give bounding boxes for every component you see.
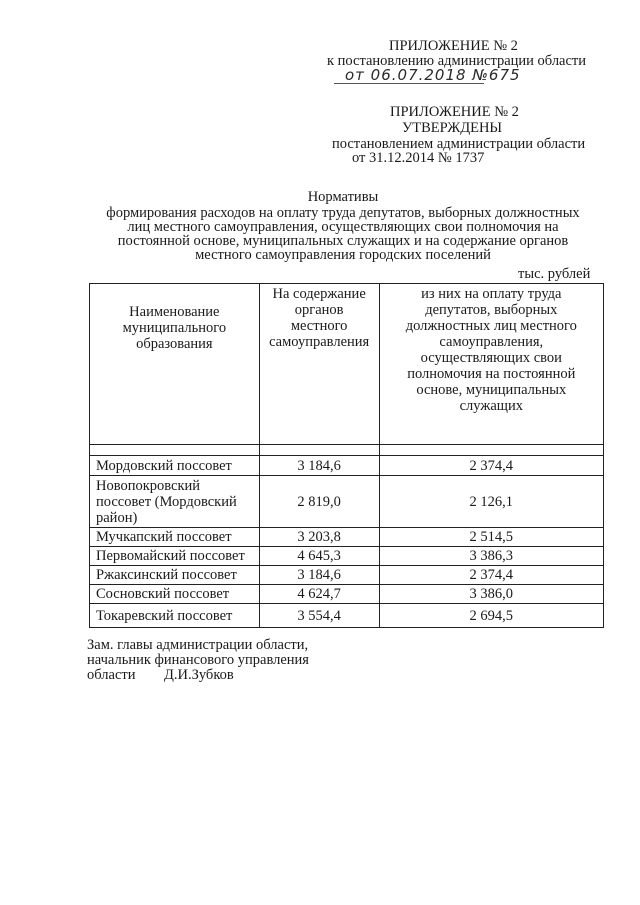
- header-total-line: органов: [294, 302, 344, 318]
- row-total: 4 645,3: [259, 547, 379, 566]
- row-name: Новопокровский поссовет (Мордовский район): [90, 476, 260, 528]
- header-salary-line: осуществляющих свои: [420, 350, 562, 366]
- table-row: [90, 566, 604, 585]
- signature-name: Д.И.Зубков: [164, 667, 234, 683]
- approved-label: УТВЕРЖДЕНЫ: [402, 120, 503, 136]
- row-salary: 2 374,4: [379, 456, 603, 476]
- signature-line-2: начальник финансового управления: [87, 652, 309, 668]
- header-total-line: На содержание: [272, 286, 366, 302]
- row-salary: 2 694,5: [379, 604, 603, 628]
- table-row: [90, 604, 604, 628]
- header-salary-line: должностных лиц местного: [405, 318, 577, 334]
- row-name: Токаревский поссовет: [90, 604, 260, 628]
- header-salary-line: основе, муниципальных: [416, 382, 567, 398]
- approved-line1: постановлением администрации области: [332, 136, 586, 152]
- row-total: 3 554,4: [259, 604, 379, 628]
- row-salary: 2 374,4: [379, 566, 603, 585]
- header-salary-line: самоуправления,: [439, 334, 544, 350]
- appendix-main-title: ПРИЛОЖЕНИЕ № 2: [390, 104, 519, 120]
- header-name-line: образования: [136, 336, 213, 352]
- spacer-cell: [90, 445, 260, 456]
- signature-line-3: области: [87, 667, 136, 683]
- header-salary-line: служащих: [459, 398, 523, 414]
- approved-line2: от 31.12.2014 № 1737: [352, 150, 485, 166]
- appendix-top-title: ПРИЛОЖЕНИЕ № 2: [389, 38, 518, 54]
- handwritten-underline: [334, 83, 484, 84]
- spacer-cell: [379, 445, 603, 456]
- row-name: Ржаксинский поссовет: [90, 566, 260, 585]
- header-salary-line: полномочия на постоянной: [407, 366, 576, 382]
- header-total-line: местного: [290, 318, 348, 334]
- doc-heading-line-2: лиц местного самоуправления, осуществляющих свои полномочия на: [127, 219, 559, 235]
- table-header-row: [90, 284, 604, 445]
- header-name-line: муниципального: [122, 320, 227, 336]
- row-name: Первомайский поссовет: [90, 547, 260, 566]
- row-total: 4 624,7: [259, 585, 379, 604]
- header-salary-line: депутатов, выборных: [425, 302, 558, 318]
- signature-line-1: Зам. главы администрации области,: [87, 637, 309, 653]
- row-salary: 3 386,3: [379, 547, 603, 566]
- doc-heading-line-4: местного самоуправления городских поселений: [195, 247, 491, 263]
- row-total: 2 819,0: [259, 476, 379, 528]
- row-name: Мордовский поссовет: [90, 456, 260, 476]
- table-row: [90, 476, 604, 528]
- table-row: [90, 456, 604, 476]
- row-total: 3 184,6: [259, 456, 379, 476]
- doc-title: Нормативы: [307, 189, 379, 205]
- row-total: 3 203,8: [259, 528, 379, 547]
- header-total-line: самоуправления: [269, 334, 370, 350]
- norms-table: [89, 283, 604, 628]
- table-row: [90, 547, 604, 566]
- header-salary: [379, 284, 603, 445]
- table-row: [90, 528, 604, 547]
- row-total: 3 184,6: [259, 566, 379, 585]
- header-salary-line: из них на оплату труда: [421, 286, 562, 302]
- row-salary: 3 386,0: [379, 585, 603, 604]
- row-name: Мучкапский поссовет: [90, 528, 260, 547]
- header-name-line: Наименование: [129, 304, 220, 320]
- doc-heading-line-3: постоянной основе, муниципальных служащих и на содержание органов: [117, 233, 569, 249]
- table-spacer-row: [90, 445, 604, 456]
- header-total: [259, 284, 379, 445]
- row-salary: 2 126,1: [379, 476, 603, 528]
- handwritten-date-number: от 06.07.2018 №675: [345, 66, 521, 84]
- appendix-top-line: к постановлению администрации области: [327, 53, 587, 69]
- doc-heading-line-1: формирования расходов на оплату труда депутатов, выборных должностных: [106, 205, 580, 221]
- header-name: [90, 284, 260, 445]
- row-salary: 2 514,5: [379, 528, 603, 547]
- table-row: [90, 585, 604, 604]
- spacer-cell: [259, 445, 379, 456]
- unit-label: тыс. рублей: [518, 266, 591, 282]
- row-name: Сосновский поссовет: [90, 585, 260, 604]
